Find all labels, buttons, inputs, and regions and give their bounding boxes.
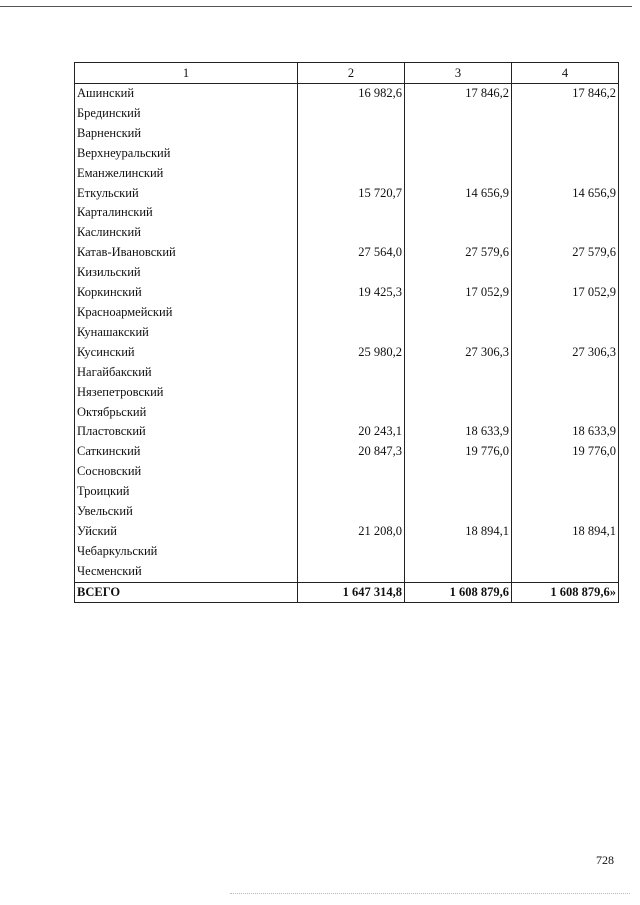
value-cell: 16 982,6 — [298, 84, 405, 104]
value-cell — [512, 164, 619, 184]
district-name-cell: Красноармейский — [75, 303, 298, 323]
top-rule — [0, 6, 632, 7]
value-cell: 27 579,6 — [512, 243, 619, 263]
table-row — [75, 522, 619, 542]
value-cell: 18 633,9 — [512, 422, 619, 442]
value-cell — [405, 263, 512, 283]
table-row — [75, 223, 619, 243]
table-row — [75, 363, 619, 383]
value-cell: 18 894,1 — [512, 522, 619, 542]
district-name-cell: Коркинский — [75, 283, 298, 303]
value-cell — [405, 124, 512, 144]
value-cell — [512, 124, 619, 144]
table-row — [75, 442, 619, 462]
value-cell: 25 980,2 — [298, 343, 405, 363]
value-cell — [512, 502, 619, 522]
value-cell — [298, 203, 405, 223]
value-cell — [512, 263, 619, 283]
district-name-cell: Еманжелинский — [75, 164, 298, 184]
value-cell: 18 633,9 — [405, 422, 512, 442]
district-name-cell: Варненский — [75, 124, 298, 144]
column-header: 2 — [298, 63, 405, 84]
table-row — [75, 184, 619, 204]
value-cell — [405, 363, 512, 383]
table-row — [75, 283, 619, 303]
table-row — [75, 243, 619, 263]
value-cell: 21 208,0 — [298, 522, 405, 542]
value-cell — [298, 562, 405, 582]
table-row — [75, 164, 619, 184]
total-row — [75, 582, 619, 602]
district-name-cell: Пластовский — [75, 422, 298, 442]
value-cell: 17 052,9 — [512, 283, 619, 303]
value-cell — [298, 482, 405, 502]
value-cell — [405, 104, 512, 124]
district-name-cell: Увельский — [75, 502, 298, 522]
table-row — [75, 343, 619, 363]
table-row — [75, 462, 619, 482]
district-name-cell: Каслинский — [75, 223, 298, 243]
total-value: 1 608 879,6 — [405, 582, 512, 602]
table-row — [75, 422, 619, 442]
header-row — [75, 63, 619, 84]
district-name-cell: Октябрьский — [75, 403, 298, 423]
value-cell — [405, 203, 512, 223]
value-cell — [512, 323, 619, 343]
value-cell — [512, 462, 619, 482]
value-cell: 15 720,7 — [298, 184, 405, 204]
value-cell — [512, 403, 619, 423]
value-cell: 18 894,1 — [405, 522, 512, 542]
value-cell — [512, 562, 619, 582]
column-header: 1 — [75, 63, 298, 84]
district-name-cell: Еткульский — [75, 184, 298, 204]
value-cell — [298, 323, 405, 343]
district-name-cell: Троицкий — [75, 482, 298, 502]
table-body — [75, 84, 619, 583]
budget-table — [74, 62, 619, 603]
value-cell — [405, 482, 512, 502]
value-cell — [298, 542, 405, 562]
district-name-cell: Нязепетровский — [75, 383, 298, 403]
value-cell: 17 846,2 — [405, 84, 512, 104]
value-cell — [512, 303, 619, 323]
district-name-cell: Верхнеуральский — [75, 144, 298, 164]
value-cell — [298, 363, 405, 383]
value-cell — [298, 462, 405, 482]
value-cell — [512, 482, 619, 502]
value-cell — [298, 104, 405, 124]
table-row — [75, 303, 619, 323]
value-cell: 19 776,0 — [512, 442, 619, 462]
value-cell: 17 052,9 — [405, 283, 512, 303]
value-cell — [405, 502, 512, 522]
total-label: ВСЕГО — [75, 582, 298, 602]
district-name-cell: Кусинский — [75, 343, 298, 363]
column-header: 4 — [512, 63, 619, 84]
value-cell — [405, 403, 512, 423]
district-name-cell: Брединский — [75, 104, 298, 124]
value-cell — [298, 223, 405, 243]
value-cell — [298, 403, 405, 423]
value-cell: 20 243,1 — [298, 422, 405, 442]
value-cell — [405, 462, 512, 482]
table-row — [75, 263, 619, 283]
table-row — [75, 203, 619, 223]
district-name-cell: Ашинский — [75, 84, 298, 104]
table-row — [75, 84, 619, 104]
value-cell: 27 306,3 — [512, 343, 619, 363]
table-row — [75, 104, 619, 124]
district-name-cell: Чебаркульский — [75, 542, 298, 562]
page-number: 728 — [596, 853, 614, 867]
value-cell — [512, 223, 619, 243]
value-cell — [405, 323, 512, 343]
value-cell — [512, 144, 619, 164]
value-cell — [405, 223, 512, 243]
value-cell — [512, 542, 619, 562]
value-cell — [298, 303, 405, 323]
value-cell: 14 656,9 — [512, 184, 619, 204]
value-cell — [512, 363, 619, 383]
value-cell — [298, 164, 405, 184]
district-name-cell: Чесменский — [75, 562, 298, 582]
value-cell — [298, 144, 405, 164]
scan-artifact — [230, 893, 630, 896]
value-cell — [512, 203, 619, 223]
total-value: 1 647 314,8 — [298, 582, 405, 602]
value-cell — [405, 164, 512, 184]
district-name-cell: Саткинский — [75, 442, 298, 462]
column-header: 3 — [405, 63, 512, 84]
value-cell — [298, 502, 405, 522]
value-cell — [405, 542, 512, 562]
table-row — [75, 403, 619, 423]
value-cell: 19 425,3 — [298, 283, 405, 303]
district-name-cell: Уйский — [75, 522, 298, 542]
value-cell — [298, 263, 405, 283]
value-cell — [405, 144, 512, 164]
value-cell: 27 579,6 — [405, 243, 512, 263]
value-cell: 27 564,0 — [298, 243, 405, 263]
table-row — [75, 144, 619, 164]
value-cell: 17 846,2 — [512, 84, 619, 104]
district-name-cell: Карталинский — [75, 203, 298, 223]
table-row — [75, 562, 619, 582]
value-cell — [512, 104, 619, 124]
table-row — [75, 502, 619, 522]
value-cell — [298, 124, 405, 144]
district-name-cell: Нагайбакский — [75, 363, 298, 383]
table-row — [75, 323, 619, 343]
table-row — [75, 124, 619, 144]
total-value: 1 608 879,6» — [512, 582, 619, 602]
value-cell — [298, 383, 405, 403]
value-cell: 27 306,3 — [405, 343, 512, 363]
table-row — [75, 482, 619, 502]
value-cell — [405, 383, 512, 403]
value-cell: 14 656,9 — [405, 184, 512, 204]
value-cell: 19 776,0 — [405, 442, 512, 462]
district-name-cell: Кунашакский — [75, 323, 298, 343]
district-name-cell: Сосновский — [75, 462, 298, 482]
value-cell: 20 847,3 — [298, 442, 405, 462]
table-row — [75, 383, 619, 403]
district-name-cell: Кизильский — [75, 263, 298, 283]
table-row — [75, 542, 619, 562]
value-cell — [405, 562, 512, 582]
district-name-cell: Катав-Ивановский — [75, 243, 298, 263]
value-cell — [512, 383, 619, 403]
value-cell — [405, 303, 512, 323]
